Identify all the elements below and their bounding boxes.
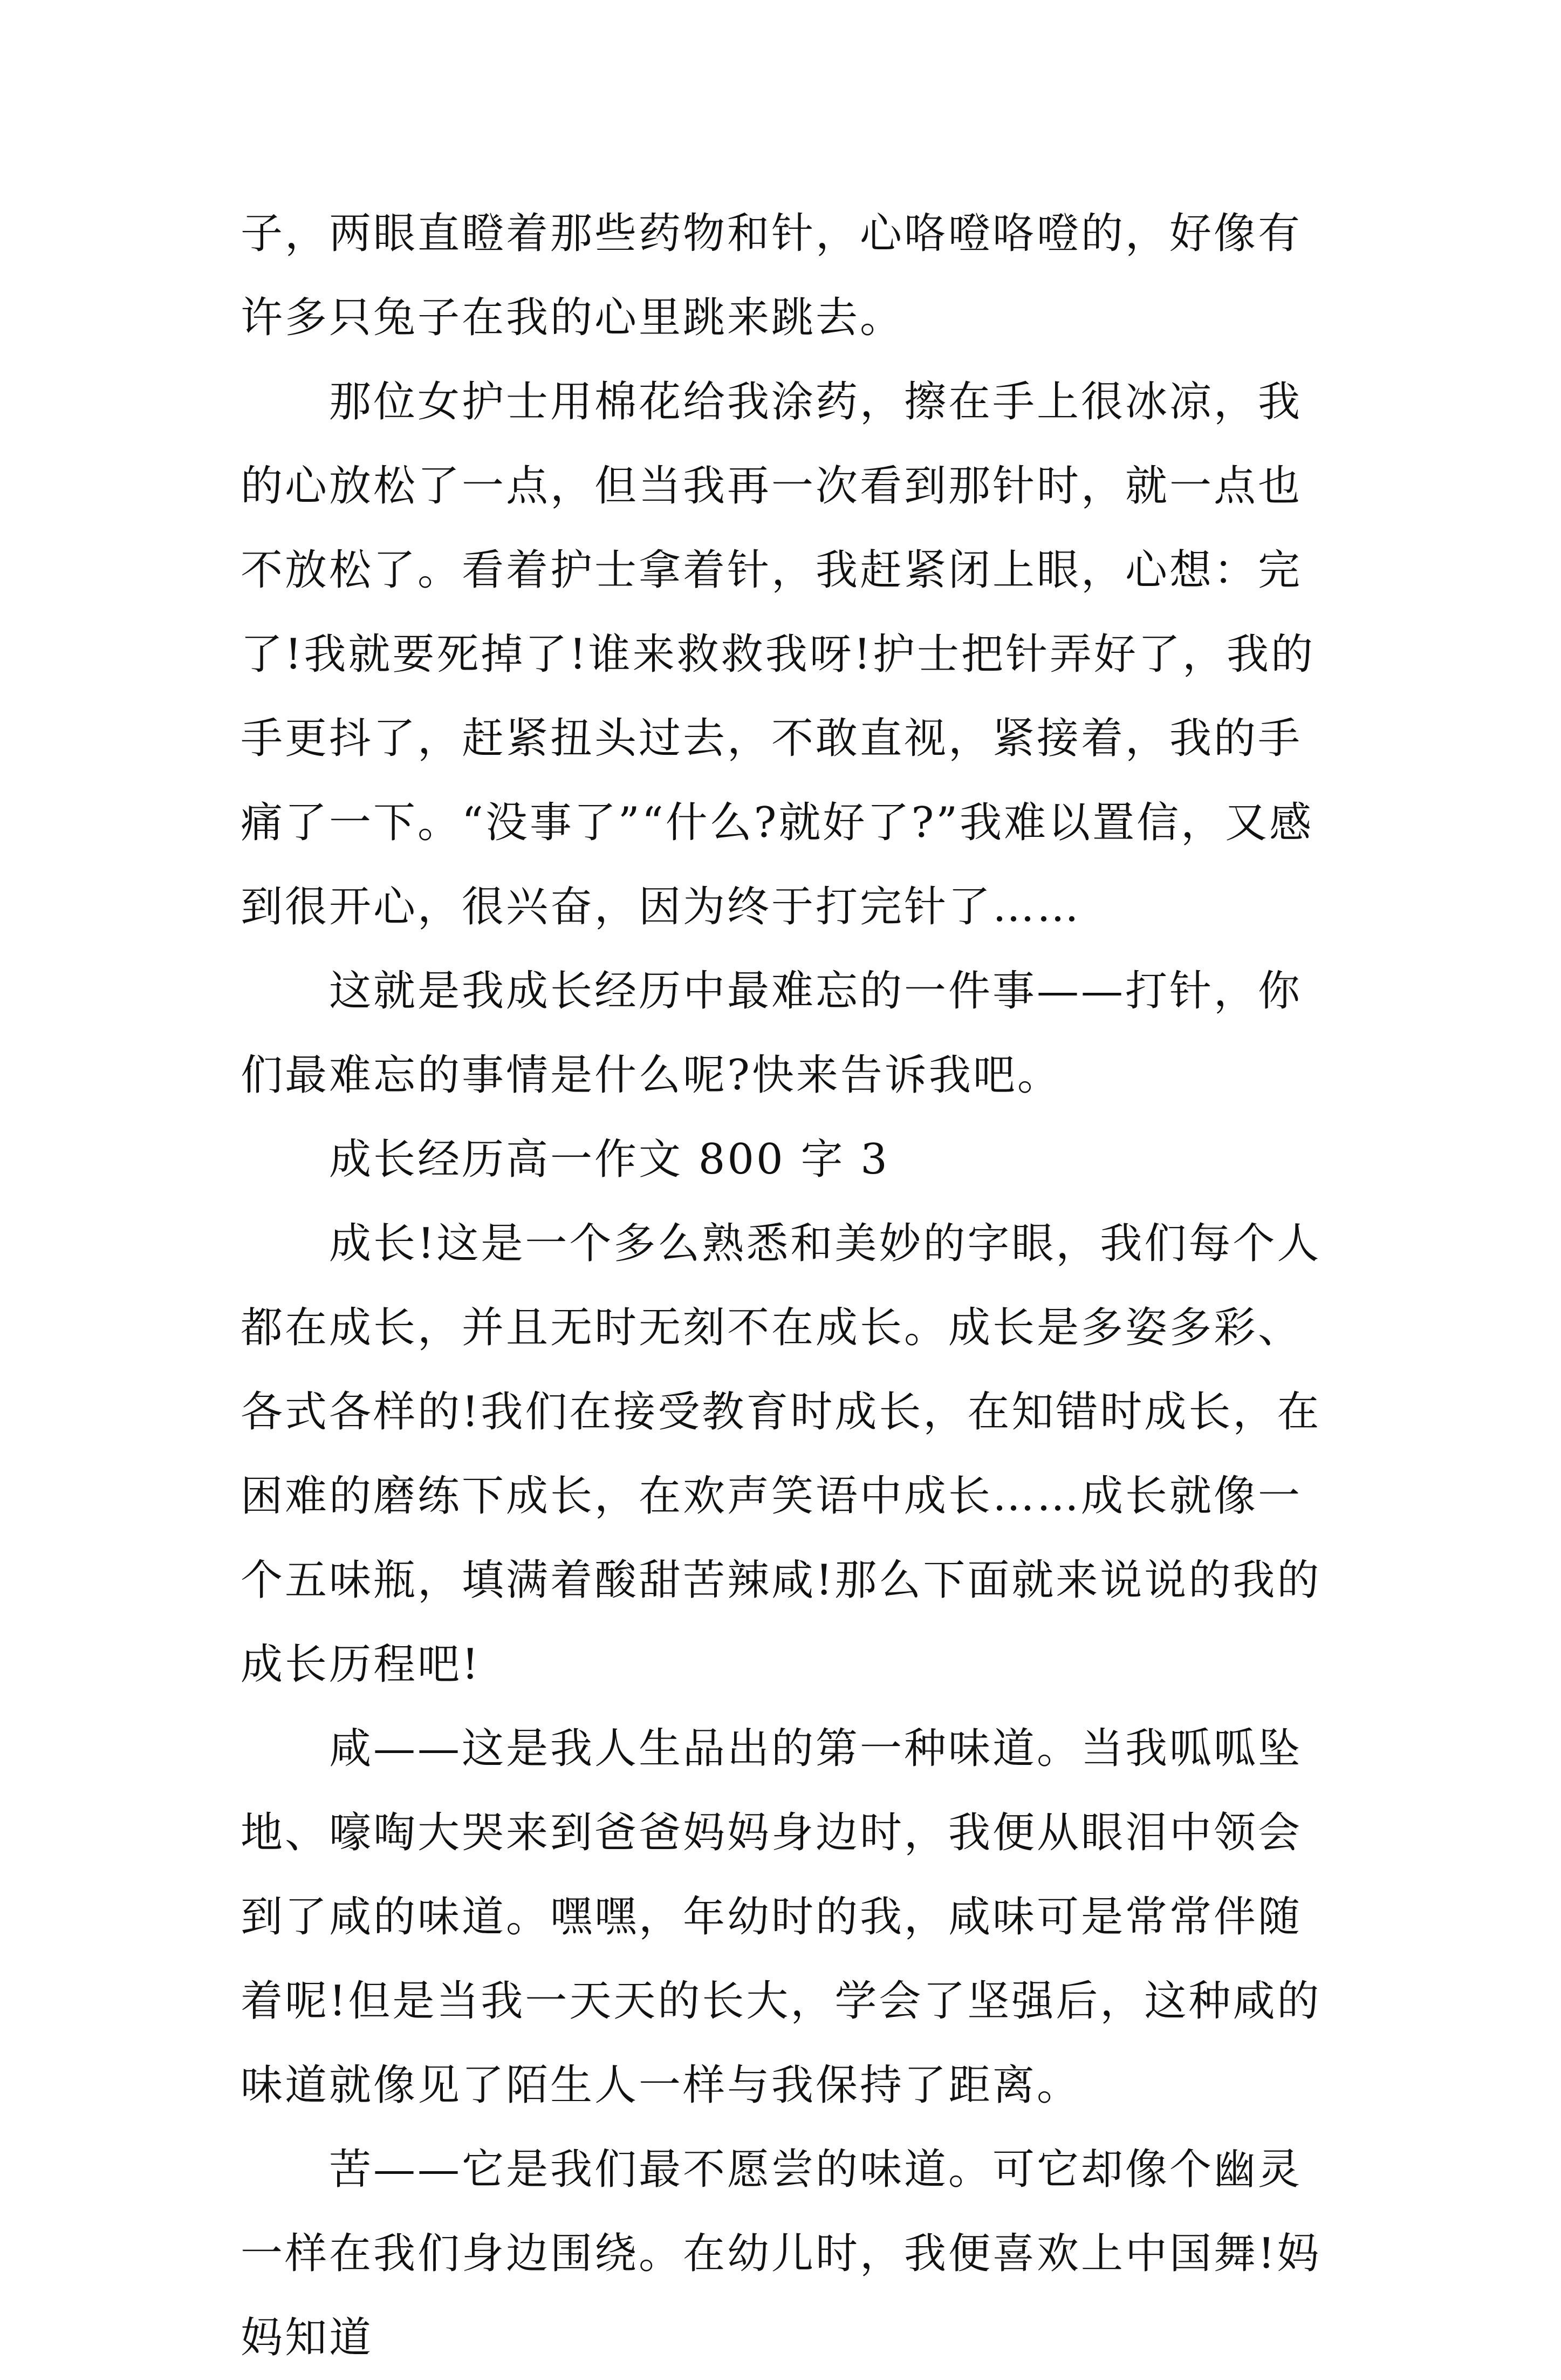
paragraph: 成长!这是一个多么熟悉和美妙的字眼，我们每个人都在成长，并且无时无刻不在成长。成长是多姿多彩、各式各样的!我们在接受教育时成长，在知错时成长，在困难的磨练下成长，在欢声笑语中成长……成长就像一个五味瓶，填满着酸甜苦辣咸!那么下面就来说说的我的成长历程吧! [241,1219,1322,1689]
paragraph: 子，两眼直瞪着那些药物和针，心咯噔咯噔的，好像有许多只兔子在我的心里跳来跳去。 [241,209,1303,342]
paragraph: 这就是我成长经历中最难忘的一件事——打针，你们最难忘的事情是什么呢?快来告诉我吧。 [241,967,1303,1100]
paragraph: 那位女护士用棉花给我涂药，擦在手上很冰凉，我的心放松了一点，但当我再一次看到那针时，就一点也不放松了。看着护士拿着针，我赶紧闭上眼，心想：完了!我就要死掉了!谁来救救我呀!护士把针弄好了，我的手更抖了，赶紧扭头过去，不敢直视，紧接着，我的手痛了一下。“没事了”“什么?就好了?”我难以置信，又感到很开心，很兴奋，因为终于打完针了…… [241,378,1316,931]
document-body [241,192,1341,2380]
paragraph: 苦——它是我们最不愿尝的味道。可它却像个幽灵一样在我们身边围绕。在幼儿时，我便喜欢上中国舞!妈妈知道 [241,2145,1322,2362]
section-heading: 成长经历高一作文 800 字 3 [329,1135,889,1184]
paragraph: 咸——这是我人生品出的第一种味道。当我呱呱坠地、嚎啕大哭来到爸爸妈妈身边时，我便从眼泪中领会到了咸的味道。嘿嘿，年幼时的我，咸味可是常常伴随着呢!但是当我一天天的长大，学会了坚强后，这种咸的味道就像见了陌生人一样与我保持了距离。 [241,1724,1322,2110]
